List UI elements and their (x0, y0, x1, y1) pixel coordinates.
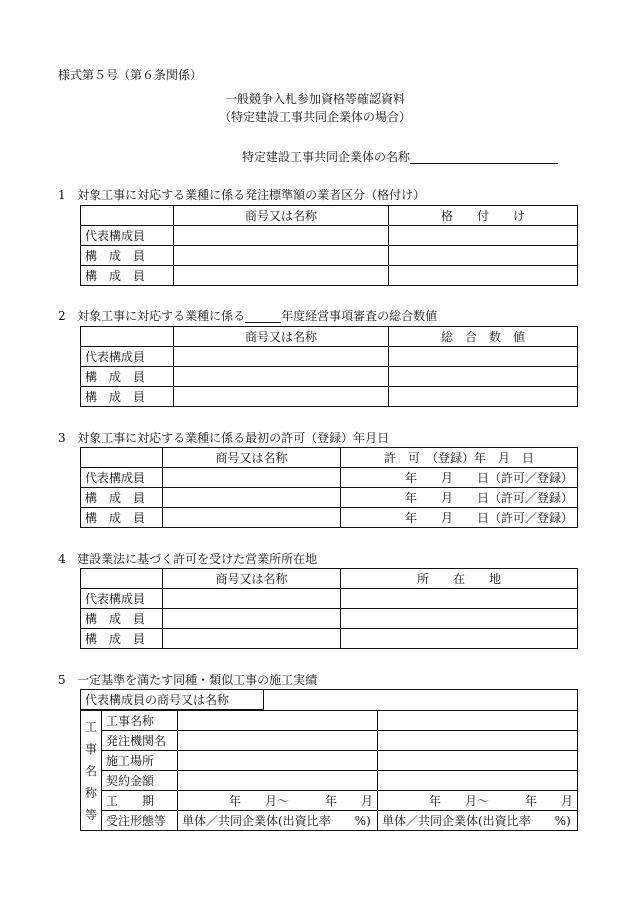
input-cell (163, 508, 341, 528)
input-cell (174, 347, 389, 367)
row-label: 構 成 員 (81, 609, 163, 629)
input-cell (174, 367, 389, 387)
row-label: 代表構成員 (81, 468, 163, 488)
row-label: 構 成 員 (81, 266, 174, 286)
input-cell (163, 609, 341, 629)
row-label: 施工場所 (102, 751, 178, 771)
section-3-table (80, 447, 578, 528)
input-cell (389, 226, 578, 246)
section-title-suffix: 年度経営事項審査の総合数値 (281, 309, 438, 323)
section-1-heading (58, 188, 425, 202)
table-row (81, 609, 578, 629)
input-cell (389, 347, 578, 367)
section-2-table (80, 326, 578, 407)
row-label: 工事名称 (102, 711, 178, 731)
table-header-row (81, 448, 578, 468)
row-label: 構 成 員 (81, 387, 174, 407)
input-cell (163, 629, 341, 649)
permit-date-cell: 年 月 日（許可／登録） (341, 488, 578, 508)
input-cell (378, 771, 578, 791)
section-5-heading (58, 673, 317, 687)
header-rank: 格 付 け (389, 206, 578, 226)
row-label: 受注形態等 (102, 811, 178, 831)
section-number: 1 (58, 188, 66, 202)
input-cell (174, 387, 389, 407)
input-cell (378, 711, 578, 731)
section-title: 対象工事に対応する業種に係る (77, 309, 246, 323)
section-title: 対象工事に対応する業種に係る発注標準額の業者区分（格付け） (77, 188, 426, 202)
table-row (81, 488, 578, 508)
row-label: 契約金額 (102, 771, 178, 791)
table-row (81, 266, 578, 286)
row-label: 工 期 (102, 791, 178, 811)
input-cell (264, 690, 578, 710)
header-company-name: 商号又は名称 (163, 448, 341, 468)
rep-company-name-label: 代表構成員の商号又は名称 (81, 690, 264, 710)
section-number: 4 (58, 552, 66, 566)
input-cell (178, 711, 378, 731)
row-label: 構 成 員 (81, 629, 163, 649)
table-row (81, 791, 578, 811)
input-cell (178, 731, 378, 751)
jv-name-label (242, 150, 558, 164)
vertical-char: 称 (84, 785, 97, 800)
table-row (81, 731, 578, 751)
row-label: 代表構成員 (81, 589, 163, 609)
table-row (81, 226, 578, 246)
row-label: 代表構成員 (81, 347, 174, 367)
row-label: 構 成 員 (81, 488, 163, 508)
vertical-char: 名 (84, 763, 97, 778)
table-row (81, 367, 578, 387)
input-cell (389, 246, 578, 266)
vertical-char: 事 (84, 741, 97, 756)
document-title: 一般競争入札参加資格等確認資料 (224, 92, 405, 106)
contract-type-cell: 単体／共同企業体(出資比率 %) (178, 811, 378, 831)
section-3-heading (58, 431, 389, 445)
input-cell (341, 609, 578, 629)
header-company-name: 商号又は名称 (174, 206, 389, 226)
jv-name-blank (410, 151, 558, 164)
section-number: 2 (58, 309, 66, 323)
header-company-name: 商号又は名称 (174, 327, 389, 347)
input-cell (378, 731, 578, 751)
blank-cell (81, 206, 174, 226)
period-cell: 年 月～ 年 月 (178, 791, 378, 811)
table-row (81, 468, 578, 488)
row-label: 構 成 員 (81, 246, 174, 266)
jv-name-text: 特定建設工事共同企業体の名称 (242, 150, 411, 164)
header-location: 所 在 地 (341, 569, 578, 589)
section-number: 3 (58, 431, 66, 445)
section-number: 5 (58, 673, 66, 687)
section-title: 建設業法に基づく許可を受けた営業所所在地 (77, 552, 318, 566)
table-row (81, 811, 578, 831)
table-row (81, 771, 578, 791)
vertical-char: 工 (84, 719, 97, 734)
permit-date-cell: 年 月 日（許可／登録） (341, 468, 578, 488)
period-cell: 年 月～ 年 月 (378, 791, 578, 811)
table-row (81, 751, 578, 771)
section-title: 一定基準を満たす同種・類似工事の施工実績 (77, 673, 318, 687)
table-row (81, 387, 578, 407)
row-label: 発注機関名 (102, 731, 178, 751)
table-row (81, 690, 578, 710)
header-company-name: 商号又は名称 (163, 569, 341, 589)
input-cell (341, 589, 578, 609)
input-cell (174, 266, 389, 286)
table-header-row (81, 327, 578, 347)
input-cell (174, 226, 389, 246)
table-row (81, 711, 578, 731)
input-cell (389, 387, 578, 407)
document-subtitle: （特定建設工事共同企業体の場合） (218, 110, 411, 124)
permit-date-cell: 年 月 日（許可／登録） (341, 508, 578, 528)
table-row (81, 508, 578, 528)
header-permit-date: 許 可 （登録）年 月 日 (341, 448, 578, 468)
input-cell (178, 771, 378, 791)
table-header-row (81, 206, 578, 226)
row-label: 構 成 員 (81, 367, 174, 387)
blank-cell (81, 327, 174, 347)
section-5-works-table (80, 710, 578, 831)
header-total-score: 総 合 数 値 (389, 327, 578, 347)
table-row (81, 589, 578, 609)
vertical-char: 等 (84, 807, 97, 822)
table-row (81, 629, 578, 649)
row-label: 構 成 員 (81, 508, 163, 528)
input-cell (163, 488, 341, 508)
input-cell (178, 751, 378, 771)
input-cell (389, 266, 578, 286)
blank-cell (81, 448, 163, 468)
section-5-rep-table (80, 689, 578, 710)
section-1-table (80, 205, 578, 286)
vertical-label-works (81, 711, 102, 831)
section-4-table (80, 568, 578, 649)
section-4-heading (58, 552, 317, 566)
input-cell (174, 246, 389, 266)
table-row (81, 347, 578, 367)
table-header-row (81, 569, 578, 589)
section-2-heading (58, 309, 437, 323)
contract-type-cell: 単体／共同企業体(出資比率 %) (378, 811, 578, 831)
input-cell (341, 629, 578, 649)
input-cell (378, 751, 578, 771)
blank-cell (81, 569, 163, 589)
row-label: 代表構成員 (81, 226, 174, 246)
year-blank (245, 310, 281, 323)
input-cell (163, 468, 341, 488)
table-row (81, 246, 578, 266)
section-title: 対象工事に対応する業種に係る最初の許可（登録）年月日 (77, 431, 390, 445)
input-cell (163, 589, 341, 609)
input-cell (389, 367, 578, 387)
form-number: 様式第５号（第６条関係） (58, 68, 203, 82)
